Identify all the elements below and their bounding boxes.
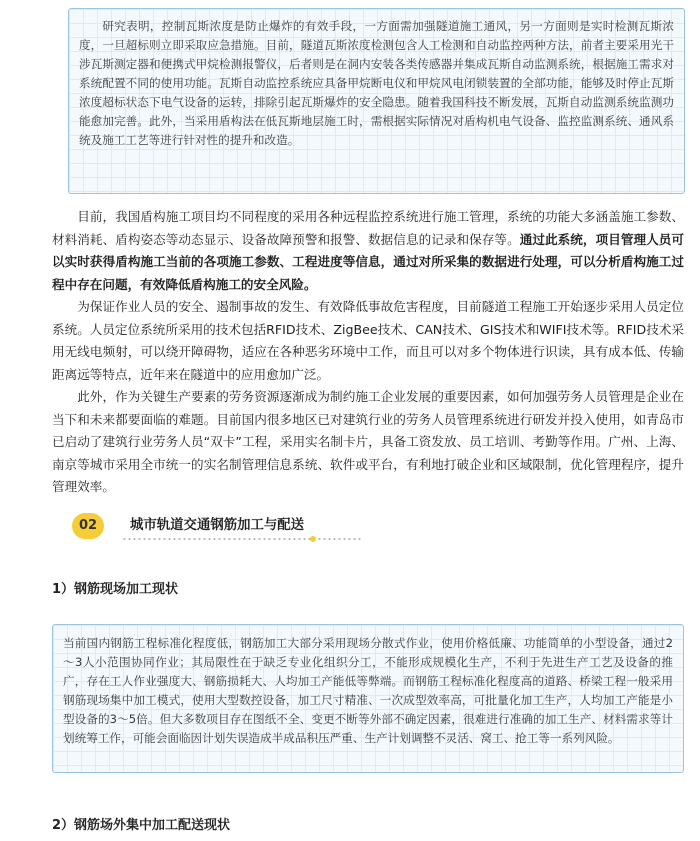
paragraph-monitoring-intro: 目前，我国盾构施工项目均不同程度的采用各种远程监控系统进行施工管理，系统的功能大多涵盖施工参数、材料消耗、盾构姿态等动态显示、设备故障预警和报警、数据信息的记录和保存等。 [52, 209, 684, 247]
paragraph-monitoring-emphasis: 通过此系统，项目管理人员可以实时获得盾构施工当前的各项施工参数、工程进度等信息，通过对所采集的数据进行处理，可以分析盾构施工过程中存在问题，有效降低盾构施工的安全风险。 [52, 231, 685, 292]
section-heading [62, 512, 462, 542]
info-box-text: 当前国内钢筋工程标准化程度低，钢筋加工大部分采用现场分散式作业，使用价格低廉、功能简单的小型设备，通过2～3人小范围协同作业；其局限性在于缺乏专业化组织分工，不能形成规模化生产，不利于先进生产工艺及设备的推广，存在工人作业强度大、钢筋损耗大、人均加工产能低等弊端。而钢筋工程标准化程度高的道路、桥梁工程一般采用钢筋现场集中加工模式，使用大型数控设备，加工尺寸精准、一次成型效率高，可批量化加工生产，人均加工产能是小型设备的3～5倍。但大多数项目存在图纸不全、变更不断等外部不确定因素，很难进行准确的加工生产、材料需求等计划统筹工作，可能会面临因计划失误造成半成品积压严重、生产计划调整不灵活、窝工、抢工等一系列风险。 [63, 636, 673, 745]
body-text [52, 206, 684, 499]
subheading-offsite-distribution: 2）钢筋场外集中加工配送现状 [52, 818, 231, 833]
paragraph-monitoring [52, 206, 684, 296]
section-title: 城市轨道交通钢筋加工与配送 [130, 518, 305, 533]
paragraph-positioning: 为保证作业人员的安全、遏制事故的发生、有效降低事故危害程度，目前隧道工程施工开始逐步采用人员定位系统。人员定位系统所采用的技术包括RFID技术、ZigBee技术、CAN技术、GIS技术和WIFI技术等。RFID技术采用无线电频射，可以绕开障碍物，适应在各种恶劣环境中工作，而且可以对多个物体进行识读，具有成本低、传输距离远等特点，近年来在隧道中的应用愈加广泛。 [52, 299, 684, 382]
section-dotted-underline [122, 538, 362, 540]
info-box-rebar-processing [52, 624, 684, 773]
section-number-badge: 02 [72, 513, 104, 539]
section-underline-dot [310, 536, 316, 542]
info-box-text: 研究表明，控制瓦斯浓度是防止爆炸的有效手段，一方面需加强隧道施工通风，另一方面则是实时检测瓦斯浓度，一旦超标则立即采取应急措施。目前，隧道瓦斯浓度检测包含人工检测和自动监控两种方法，前者主要采用光干涉瓦斯测定器和便携式甲烷检测报警仪，后者则是在洞内安装各类传感器并集成瓦斯自动监测系统，根据施工需求对系统配置不同的使用功能。瓦斯自动监控系统应具备甲烷断电仪和甲烷风电闭锁装置的全部功能，能够及时停止瓦斯浓度超标状态下电气设备的运转，排除引起瓦斯爆炸的安全隐患。随着我国科技不断发展，瓦斯自动监测系统监测功能愈加完善。此外，当采用盾构法在低瓦斯地层施工时，需根据实际情况对盾构机电气设备、监控监测系统、通风系统及施工工艺等进行针对性的提升和改造。 [79, 19, 674, 147]
info-box-gas-detection [68, 8, 685, 194]
paragraph-labor-management: 此外，作为关键生产要素的劳务资源逐渐成为制约施工企业发展的重要因素，如何加强劳务人员管理是企业在当下和未来都要面临的难题。目前国内很多地区已对建筑行业的劳务人员管理系统进行研发并投入使用，如青岛市已启动了建筑行业劳务人员“双卡”工程，采用实名制卡片，具备工资发放、员工培训、考勤等作用。广州、上海、南京等城市采用全市统一的实名制管理信息系统、软件或平台，有利地打破企业和区域限制，优化管理程序，提升管理效率。 [52, 389, 684, 494]
subheading-onsite-processing: 1）钢筋现场加工现状 [52, 582, 179, 597]
